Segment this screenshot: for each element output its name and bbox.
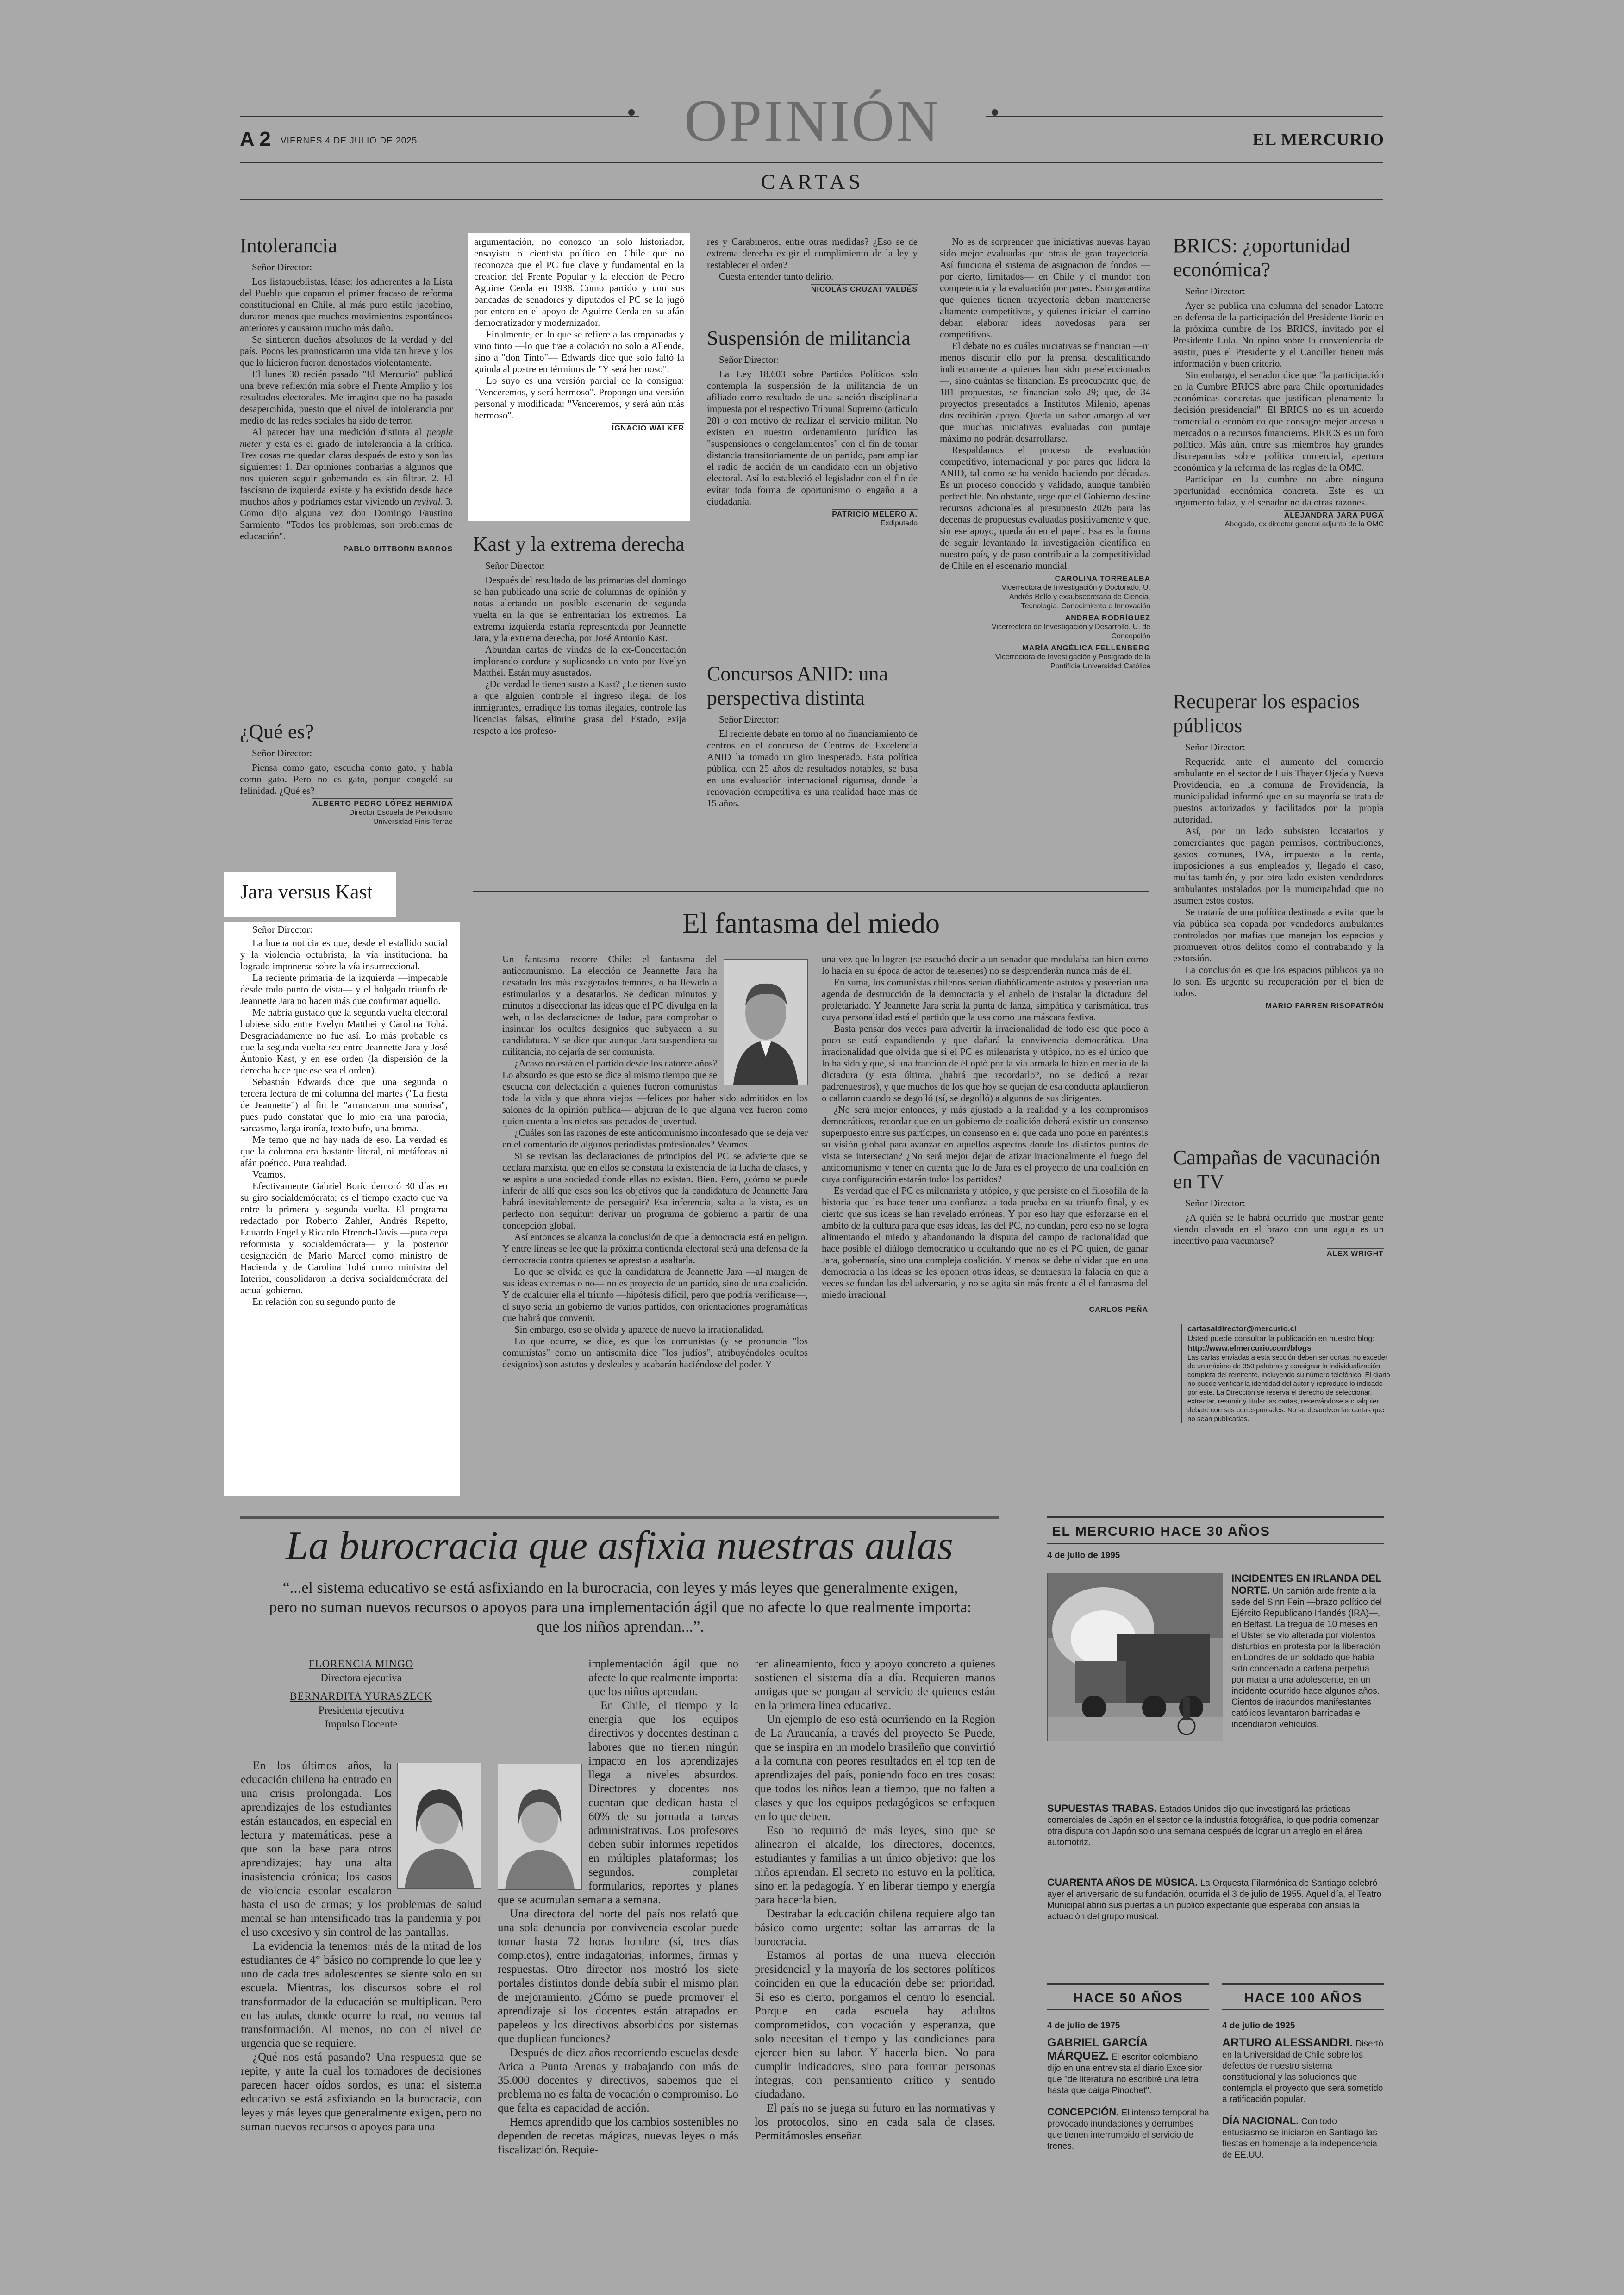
hace30-header: EL MERCURIO HACE 30 AÑOS: [1047, 1516, 1384, 1544]
letter-body: res y Carabineros, entre otras medidas? ¿Eso se de extrema derecha exigir el cumplimiento de la ley y restablecer el orden? Cuesta entender tanto delirio.: [707, 236, 918, 282]
letter-title: Jara versus Kast: [240, 880, 373, 903]
letter-title: ¿Qué es?: [240, 720, 314, 743]
letter-title: Recuperar los espacios públicos: [1173, 690, 1360, 737]
section-title: OPINIÓN: [684, 88, 941, 154]
blog-link[interactable]: http://www.elmercurio.com/blogs: [1187, 1344, 1312, 1353]
editorial-title: La burocracia que asfixia nuestras aulas: [286, 1523, 953, 1568]
letter-salutation: Señor Director:: [719, 354, 780, 365]
editorial-body-col3: ren alineamiento, foco y apoyo concreto a quienes sostienen el sistema día a día. Requieren manos amigas que se pongan al servicio de quienes están en la primera línea educativa. Un ejemplo de eso está ocurriendo en la Región de La Araucanía, a través del proyecto Se Puede, que se inspira en un modelo brasileño que convirtió a la comuna con peores resultados en el top ten de aprendizajes del país, poniendo foco en tres cosas: que todos los niños lean a tiempo, que no falten a clases y que los equipos pedagógicos se enfoquen en lo que deben. Eso no requirió de más leyes, sino que se alinearon el alcalde, los directores, docentes, estudiantes y familias a un único objetivo: que los niños aprendan. El secreto no estuvo en la política, sino en la pedagogía. Y en liberar tiempo y energía para hacerla bien. Destrabar la educación chilena requiere algo tan básico como urgente: soltar las amarras de la burocracia. Estamos al portas de una nueva elección presidencial y la mayoría de los sectores políticos coinciden en que la educación debe ser prioridad. Si eso es cierto, pongamos el centro lo esencial. Porque en cada escuela hay adultos comprometidos, con vocación y esperanza, que solo necesitan el tiempo y las condiciones para ejercer bien su labor. Y hacerla bien. No para cumplir indicadores, sino para formar personas íntegras, con pensamiento crítico y sentido ciudadano. El país no se juega su futuro en las normativas y los protocolos, sino en cada sala de clases. Permitámosles enseñar.: [755, 1658, 995, 2142]
letter-signature: ALEX WRIGHT: [1327, 1248, 1384, 1258]
portrait-illustration: [398, 1763, 481, 1888]
hace100-content: 4 de julio de 1925 ARTURO ALESSANDRI. Disertó en la Universidad de Chile sobre los defectos de nuestro sistema constitucional y las soluciones que contempla el proyecto que será sometido a ratificación popular. DÍA NACIONAL. Con todo entusiasmo se iniciaron en Santiago las fiestas en homenaje a la independencia de EE.UU.: [1222, 2021, 1384, 2161]
letter-salutation: Señor Director:: [1185, 286, 1246, 297]
letter-body: argumentación, no conozco un solo historiador, ensayista o cientista político en Chile que no reconozca que el PC fue clave y fundamental en la creación del Frente Popular y la elección de Pedro Aguirre Cerda en 1938. Como partido y con sus bancadas de senadores y diputados el PC se la jugó por entero en el apoyo de Aguirre Cerda en su afán democratizador y modernizador. Finalmente, en lo que se refiere a las empanadas y vino tinto —lo que trae a colación no solo a Allende, sino a "don Tinto"— Edwards dice que solo faltó la guinda al postre en términos de "Y será hermoso". Lo suyo es una versión parcial de la consigna: "Venceremos, y será hermoso". Propongo una versión personal y modificada: "Venceremos, y será aún más hermoso".: [474, 236, 684, 421]
letter-body: Requerida ante el aumento del comercio ambulante en el sector de Luis Thayer Ojeda y Nueva Providencia, en la comuna de Providencia, la municipalidad informó que en su mayoría se trata de puestos autorizados y facilitados por la propia autoridad. Así, por un lado subsisten locatarios y comerciantes que pagan permisos, contribuciones, gastos comunes, IVA, impuesto a la renta, imposiciones a sus empleados y, llegado el caso, multas también, y por otro lado existen vendedores ambulantes instalados por la municipalidad que no asumen estos costos. Se trataría de una política destinada a evitar que la vía pública sea copada por vendedores ambulantes controlados por mafias que manejan los espacios y promueven otros delitos como el contrabando y la extorsión. La conclusión es que los espacios públicos ya no lo son. Es urgente su recuperación por el bien de todos.: [1173, 756, 1384, 998]
editorial-body-col2: implementación ágil que no afecte lo que realmente importa: que los niños aprendan. En Chile, el tiempo y la energía que los equipos directivos y docentes destinan a labores que no tienen ningún impacto en los aprendizajes llega a niveles absurdos. Directores y docentes nos cuentan que dedican hasta el 60% de su jornada a tareas administrativas. Los profesores deben subir informes repetidos en múltiples plataformas; los segundos, completar formularios, reportes y planes que se acumulan semana a semana. Una directora del norte del país nos relató que una sola denuncia por convivencia escolar puede tomar hasta 72 horas hombre (sí, tres días completos), entre indagatorias, informes, firmas y respuestas. Otro director nos mostró los siete portales distintos donde debía subir el mismo plan de mejoramiento. ¿Cómo se puede promover el aprendizaje si los docentes están atrapados en papeleos y los directivos absorbidos por sistemas que duplican funciones? Después de diez años recorriendo escuelas desde Arica a Punta Arenas y trabajando con más de 35.000 docentes y directivos, sabemos que el problema no es falta de vocación o compromiso. Lo que falta es capacidad de acción. Hemos aprendido que los cambios sostenibles no dependen de recetas mágicas, nuevas leyes o más fiscalización. Requie-: [498, 1658, 738, 2156]
contact-box: cartasaldirector@mercurio.cl Usted puede consultar la publicación en nuestro blog: http://www.elmercurio.com/blogs Las cartas enviadas a esta sección deben ser cortas, no exceder de un máximo de 350 palabras y consignar la individualización completa del remitente, incluyendo su número telefónico. El diario no puede verificar la identidad del autor y reproduce lo indicado por este. La Dirección se reserva el derecho de seleccionar, extractar, resumir y titular las cartas, reservándose a cualquier debate con sus corresponsales. No se devuelven las cartas que no sean publicadas.: [1181, 1324, 1391, 1423]
letter-body: El reciente debate en torno al no financiamiento de centros en el concurso de Centros de Excelencia ANID ha tomado un giro inesperado. Esta política pública, con 25 años de resultados notables, se basa en una evaluación internacional rigurosa, donde la renovación competitiva es una realidad hace más de 15 años.: [707, 728, 918, 809]
letter-signature: ANDREA RODRÍGUEZ: [1065, 613, 1150, 623]
letter-salutation: Señor Director:: [485, 560, 546, 571]
editorial-top-rule: [240, 1516, 999, 1519]
hace100-date: 4 de julio de 1925: [1222, 2021, 1295, 2031]
letter-signature: CAROLINA TORREALBA: [1055, 574, 1150, 583]
subsection-title: CARTAS: [761, 170, 864, 193]
letter-kast-continued: [707, 236, 918, 294]
letter-intolerancia: [240, 234, 453, 554]
letter-signature: NICOLÁS CRUZAT VALDÉS: [811, 284, 918, 294]
ornament-dot-right: [992, 109, 998, 116]
letter-role: Exdiputado: [880, 519, 918, 527]
letter-signature: IGNACIO WALKER: [612, 423, 684, 433]
author-photo-yuraszeck: [498, 1764, 582, 1890]
editorial-authors: [245, 1657, 477, 1731]
letter-title: Intolerancia: [240, 234, 337, 257]
letter-body: Piensa como gato, escucha como gato, y habla como gato. Pero no es gato, porque congeló su felinidad. ¿Qué es?: [240, 762, 453, 796]
letter-body: No es de sorprender que iniciativas nuevas hayan sido mejor evaluadas que otras de gran trayectoria. Así funciona el sistema de asignación de fondos —por cierto, limitados— en Chile y el mundo: con competencia y la evaluación por pares. Esto garantiza que quienes tienen trayectoria deban mantenerse altamente competitivos, y quienes inician el camino deban elaborar ideas novedosas para ser competitivos. El debate no es cuáles iniciativas se financian —ni menos discutir ello por la prensa, descalificando indirectamente a quienes han sido preseleccionados—, sino cuántas se financian. Es preocupante que, de 181 propuestas, se financian solo 29; que, de 34 proyectos presentados a Institutos Milenio, apenas dos recibirán apoyo. Queda un sabor amargo al ver que muchas iniciativas evaluadas con puntaje máximo no podrán desarrollarse. Respaldamos el proceso de evaluación competitivo, internacional y por pares que lidera la ANID, tal como se ha venido haciendo por décadas. Es un proceso conocido y validado, aunque también perfectible. No obstante, urge que el Gobierno destine recursos adicionales al presupuesto 2026 para las decenas de propuestas evaluadas positivamente y que, sin ese apoyo, quedarán en el papel. Esa es la forma de seguir levantando la investigación científica en nuestro país, y de paso contribuir a la competitividad de Chile en el escenario mundial.: [940, 236, 1150, 571]
letter-signature: ALBERTO PEDRO LÓPEZ-HERMIDA: [312, 798, 453, 808]
letter-body: Los listapueblistas, léase: los adherentes a la Lista del Pueblo que coparon el primer fracaso de reforma constitucional en Chile, al más puro estilo jacobino, duraron menos que muchos movimientos espontáneos anteriores y causaron mucho más daño. Se sintieron dueños absolutos de la verdad y del país. Pocos les pronosticaron una vida tan breve y los que lo hicieron fueron denostados violentamente. El lunes 30 recién pasado "El Mercurio" publicó una breve reflexión mía sobre el Frente Amplio y los resultados electorales. Me imagino que no ha pasado desapercibida, puesto que el nivel de intolerancia por medio de las redes sociales ha sido de terror. Al parecer hay una medición distinta al people meter y esta es el grado de intolerancia a la crítica. Tres cosas me quedan claras después de esto y son las siguientes: 1. Dar opiniones contrarias a algunos que nos quieren seguir gobernando es sin filtrar. 2. El fascismo de izquierda existe y ha existido desde hace muchos años y podríamos estar viviendo un revival. 3. Como dijo alguna vez don Domingo Faustino Sarmiento: "Todos los problemas, son problemas de educación".: [240, 276, 453, 542]
letter-suspension: [707, 326, 918, 528]
letter-role: Universidad Finis Terrae: [373, 818, 453, 826]
letter-title: BRICS: ¿oportunidad económica?: [1173, 234, 1350, 281]
masthead-bottom-rule: [240, 199, 1383, 200]
letter-title: Campañas de vacunación en TV: [1173, 1146, 1380, 1193]
ornament-dot-left: [628, 109, 635, 116]
letter-signature: PATRICIO MELERO A.: [832, 509, 918, 519]
portrait-illustration: [498, 1764, 581, 1889]
letter-body: Después del resultado de las primarias del domingo se han publicado una serie de columnas de opinión y notas alertando un posible escenario de segunda vuelta en la que se enfrentarían los extremos. La extrema izquierda estaría representada por Jeannette Jara, y la extrema derecha, por José Antonio Kast. Abundan cartas de vindas de la ex-Concertación implorando cordura y suplicando un voto por Evelyn Matthei. Están muy asustados. ¿De verdad le tienen susto a Kast? ¿Le tienen susto a que alguien controle el ingreso ilegal de los inmigrantes, erradique las tomas ilegales, controle las licencias falsas, elimine grasa del Estado, exija respeto a los profeso-: [473, 574, 686, 736]
archive-photo-belfast: [1047, 1573, 1223, 1741]
letter-role: Director Escuela de Periodismo: [349, 809, 453, 817]
author-name: BERNARDITA YURASZECK: [289, 1690, 433, 1702]
letter-kast: [473, 532, 686, 736]
hace30-date: 4 de julio de 1995: [1047, 1551, 1120, 1560]
letter-salutation: Señor Director:: [719, 714, 780, 725]
burning-truck-illustration: [1048, 1573, 1223, 1741]
letter-salutation: Señor Director:: [252, 924, 313, 935]
letter-anid: [707, 662, 918, 809]
page-number: A 2: [240, 128, 271, 150]
letter-campanas: [1173, 1146, 1384, 1258]
author-photo-mingo: [397, 1763, 481, 1889]
letter-role: Abogada, ex director general adjunto de la OMC: [1224, 520, 1384, 528]
highlight-continuation-box: [468, 233, 690, 521]
author-portrait: [724, 959, 808, 1085]
letter-salutation: Señor Director:: [252, 262, 312, 273]
letter-signature: MARÍA ANGÉLICA FELLENBERG: [1022, 643, 1150, 653]
editorial-body-col1: En los últimos años, la educación chilena ha entrado en una crisis prolongada. Los aprendizajes de los estudiantes están estancados, en especial en lectura y matemáticas, pese a que son la base para otros aprendizajes; hay una alta inasistencia crónica; los casos de violencia escolar escalaron hasta el uso de armas; y los problemas de salud mental se han intensificado tras la pandemia y por el uso excesivo y sin control de las pantallas. La evidencia la tenemos: más de la mitad de los estudiantes de 4° básico no comprende lo que lee y uno de cada tres adolescentes se siente solo en su escuela. Mientras, los discursos sobre el rol transformador de la educación se multiplican. Pero en las aulas, donde ocurre lo real, no vemos tal transformación. Al menos, no con el nivel de urgencia que se requiere. ¿Qué nos está pasando? Una respuesta que se repite, y ante la cual los tomadores de decisiones parecen hacer oídos sordos, es una: el sistema educativo se está asfixiando en la burocracia, con leyes y más leyes que generalmente exigen, pero no suman nuevos recursos o apoyos para una: [241, 1759, 481, 2133]
letter-salutation: Señor Director:: [1185, 1197, 1246, 1209]
letter-body: La Ley 18.603 sobre Partidos Políticos solo contempla la suspensión de la militancia de un afiliado como resultado de una sanción disciplinaria impuesta por el respectivo Tribunal Supremo (artículo 28) o con motivo de realizar el servicio militar. No existen en nuestro ordenamiento jurídico las "suspensiones o congelamientos" con el fin de tomar distancia transitoriamente de un partido, para ampliar el radio de acción de un candidato con un objetivo electoral. Así lo estableció el legislador con el fin de evitar toda forma de oportunismo o engaño a la ciudadanía.: [707, 368, 918, 507]
hace30-item-3: CUARENTA AÑOS DE MÚSICA. La Orquesta Filarmónica de Santiago celebró ayer el aniversario de su fundación, ocurrida el 3 de julio de 1955. Aquel día, el Teatro Municipal abrió sus puertas a un público expectante que esperaba con ansias la actuación del grupo musical.: [1047, 1877, 1382, 1921]
column-title: El fantasma del miedo: [682, 908, 940, 939]
hace50-date: 4 de julio de 1975: [1047, 2021, 1120, 2031]
letter-espacios: [1173, 690, 1384, 1010]
hace50-header: HACE 50 AÑOS: [1047, 1983, 1209, 2010]
letter-signature: PABLO DITTBORN BARROS: [343, 544, 453, 554]
author-role: Impulso Docente: [325, 1718, 398, 1730]
column-body-right: una vez que lo logren (se escuchó decir a un senador que modulaba tan bien como lo hacía en su época de actor de teleseries) no se desprenderán nunca más de él. En suma, los comunistas chilenos serían diabólicamente astutos y poseerían una agenda de destrucción de la democracia y el anhelo de instalar la dictadura del proletariado. Y Jeannette Jara sería la punta de lanza, simpática y carismática, tras cuya personalidad está el partido que la usa como una máscara festiva. Basta pensar dos veces para advertir la irracionalidad de todo eso que poco a poco se está expandiendo y que dañará la convivencia democrática. Una irracionalidad que olvida que si el PC es milenarista y utópico, no es el único que lo ha sido y que, si una fracción de él optó por la vía armada lo hizo en medio de la dictadura (y esta última, ¿habrá que recordarlo?, no se dedicó a rezar padrenuestros), y que muchos de los que hoy se quejan de esa conducta aplaudieron o callaron cuando se degolló (sí, se degolló) a algunos de sus dirigentes. ¿No será mejor entonces, y más ajustado a la realidad y a los compromisos democráticos, recordar que en un gobierno de coalición deberá existir un consenso superpuesto entre sus partícipes, un consenso en el que cada uno pone en paréntesis su visión global para avanzar en aquellos aspectos donde los distintos puntos de vista se intersectan? ¿No será mejor dejar de atizar irracionalmente el fuego del anticomunismo y tener en cuenta que lo de Jara es el proyecto de una coalición en cuya configuración estarán todos los partidos? Es verdad que el PC es milenarista y utópico, y que persiste en el filosofila de la historia que les hace tener una confianza a toda prueba en su triunfo final, y es cierto que sus ideas se han revelado erróneas. Y por eso hay que esforzarse en el ámbito de la cultura para que esas ideas, las del PC, no cundan, pero eso no se logra alimentando el miedo y abandonando la disputa del campo de racionalidad que hace posible el diálogo democrático u ocultando que no es el PC quien, de ganar Jara, gobernaría, sino una compleja coalición. Y menos se debe olvidar que en una democracia a las ideas se les oponen otras ideas, se demuestra la falacia en que a veces se fundan las del adversario, y no se agita sin más frente a él el fantasma del miedo irracional. CARLOS PEÑA: [822, 954, 1148, 1316]
letter-signature: MARIO FARREN RISOPATRÓN: [1266, 1001, 1384, 1010]
letter-title: Concursos ANID: una perspectiva distinta: [707, 662, 888, 709]
letter-title: Kast y la extrema derecha: [473, 533, 685, 555]
letter-body: La buena noticia es que, desde el estallido social y la violencia octubrista, la vía institucional ha logrado imponerse sobre la vía insurreccional. La reciente primaria de la izquierda —impecable desde todo punto de vista— y el holgado triunfo de Jeannette Jara no hacen más que confirmar aquello. Me habría gustado que la segunda vuelta electoral hubiese sido entre Evelyn Matthei y Carolina Tohá. Desgraciadamente no fue así. Lo más probable es que la segunda vuelta sea entre Jeannette Jara y José Antonio Kast, y en ese orden (la dispersión de la derecha hace que ese sea el orden). Sebastián Edwards dice que una segunda o tercera lectura de mi columna del martes ("La fiesta de Jeannette") al fin le "arrancaron una sonrisa", pues pudo constatar que lo mío era una parodia, sarcasmo, larga ironía, texto bufo, una broma. Me temo que no hay nada de eso. La verdad es que la columna era bastante literal, ni metáforas ni afán poético. Pura realidad. Veamos. Efectivamente Gabriel Boric demoró 30 días en su giro socialdemócrata; es el tiempo exacto que va entre la primera y segunda vuelta. El programa redactado por Roberto Zahler, Andrés Repetto, Eduardo Engel y Ricardo Ffrench-Davis —pura cepa reformista y socialdemócrata— y la posterior designación de Mario Marcel como ministro de Hacienda y de Carolina Tohá como ministra del Interior, consolidaron la deriva socialdemócrata del actual gobierno. En relación con su segundo punto de: [240, 937, 448, 1307]
column-author: CARLOS PEÑA: [1089, 1303, 1148, 1316]
letter-brics: [1173, 234, 1384, 529]
issue-date: VIERNES 4 DE JULIO DE 2025: [281, 136, 418, 146]
letter-anid-continued: No es de sorprender que iniciativas nuevas hayan sido mejor evaluadas que otras de gran trayectoria. Así funciona el sistema de asignación de fondos —por cierto, limitados— en Chile y el mundo: con competencia y la evaluación por pares. Esto garantiza que quienes tienen trayectoria deban mantenerse altamente competitivos, y quienes inician el camino deban elaborar ideas novedosas para ser competitivos. El debate no es cuáles iniciativas se financian —ni menos discutir ello por la prensa, descalificando indirectamente a quienes han sido preseleccionados—, sino cuántas se financian. Es preocupante que, de 181 propuestas, se financian solo 29; que, de 34 proyectos presentados a Institutos Milenio, apenas dos recibirán apoyo. Queda un sabor amargo al ver que muchas iniciativas evaluadas con puntaje máximo no podrán desarrollarse. Respaldamos el proceso de evaluación competitivo, internacional y por pares que lidera la ANID, tal como se ha venido haciendo por décadas. Es un proceso conocido y validado, aunque también perfectible. No obstante, urge que el Gobierno destine recursos adicionales al presupuesto 2026 para las decenas de propuestas evaluadas positivamente y que, sin ese apoyo, quedarán en el papel. Esa es la forma de seguir levantando la investigación científica en nuestro país, y de paso contribuir a la competitividad de Chile en el escenario mundial. CAROLINA TORREALBA Vicerrectora de Investigación y Doctorado, U. Andrés Bello y exsubsecretaria de Ciencia, Tecnología, Conocimiento e Innovación ANDREA RODRÍGUEZ Vicerrectora de Investigación y Desarrollo, U. de Concepción MARÍA ANGÉLICA FELLENBERG Vicerrectora de Investigación y Postgrado de la Pontificia Universidad Católica: [940, 236, 1150, 670]
author-name: FLORENCIA MINGO: [308, 1658, 414, 1670]
letter-signature: ALEJANDRA JARA PUGA: [1284, 510, 1384, 520]
letter-salutation: Señor Director:: [1185, 742, 1246, 753]
hace100-header: HACE 100 AÑOS: [1222, 1983, 1384, 2010]
letter-que-es: [240, 720, 453, 827]
letter-body: ¿A quién se le habrá ocurrido que mostrar gente siendo clavada en el brazo con una aguja es un incentivo para vacunarse?: [1173, 1212, 1384, 1246]
letter-body: Ayer se publica una columna del senador Latorre en defensa de la participación del Presidente Boric en la próxima cumbre de los BRICS, invitado por el Presidente Lula. No opino sobre la conveniencia de asistir, pues el Presidente y el Canciller tienen más información y buen criterio. Sin embargo, el senador dice que "la participación en la Cumbre BRICS abre para Chile oportunidades económicas concretas que justifican plenamente la decisión presidencial". El BRICS no es un acuerdo comercial o económico que consagre mejor acceso a mercados o a recursos financieros. BRICS es un foro político. Más aún, entre sus miembros hay grandes discrepancias sobre política comercial, apertura económica y la reforma de las reglas de la OMC. Participar en la cumbre no abre ninguna oportunidad económica concreta. Este es un argumento falaz, y el senador no da otras razones.: [1173, 300, 1384, 508]
column-top-rule: [473, 891, 1149, 892]
masthead-mid-rule: [240, 162, 1383, 163]
hace30-item-2: SUPUESTAS TRABAS. Estados Unidos dijo que investigará las prácticas comerciales de Japón en el sector de la industria fotográfica, lo que podría comenzar otra disputa con Japón solo una semana después de lograr un arreglo en el área automotriz.: [1047, 1802, 1379, 1847]
highlight-title-box: [224, 872, 396, 917]
portrait-illustration: [724, 960, 807, 1085]
highlight-body-box: [224, 922, 460, 1496]
hace50-content: 4 de julio de 1975 GABRIEL GARCÍA MÁRQUEZ. El escritor colombiano dijo en una entrevista al diario Excelsior que "de literatura no escribiré una letra hasta que caiga Pinochet". CONCEPCIÓN. El intenso temporal ha provocado inundaciones y derrumbes que tienen interrumpido el servicio de trenes.: [1047, 2021, 1209, 2151]
editorial-deck: “...el sistema educativo se está asfixiando en la burocracia, con leyes y más leyes que generalmente exigen, pero no suman nuevos recursos o apoyos para una implementación ágil que no afecte lo que realmente importa: que los niños aprendan...”.: [269, 1579, 972, 1635]
column-body-left: Un fantasma recorre Chile: el fantasma del anticomunismo. La elección de Jeannette Jara ha desatado los más exagerados temores, o ha llevado a estimularlos y a desatarlos. Se dedican minutos y minutos a diseccionar las ideas que el PC divulga en la web, o las declaraciones de Jadue, para comprobar o insinuar los ocultos designios que subyacen a su candidatura. Y se dice que aunque Jara suspendiera su militancia, no dejaría de ser comunista. ¿Acaso no está en el partido desde los catorce años? Lo absurdo es que esto se dice al mismo tiempo que se escucha con delectación a quienes fueron comunistas toda la vida y que ahora viejos —felices por haber sido admitidos en los salones de la opinión pública— abjuran de lo que alguna vez fueron como quien cuenta a los nietos sus pecados de juventud. ¿Cuáles son las razones de este anticomunismo inconfesado que se deja ver en el comentario de algunos periodistas profesionales? Veamos. Si se revisan las declaraciones de principios del PC se advierte que se declara marxista, que en ellos se constata la existencia de la lucha de clases, y se aspira a una sociedad donde ellas no existan. Bien. Pero, ¿cómo se puede inferir de allí que esos son los objetivos que la candidatura de Jeannette Jara habrá inevitablemente de perseguir? Esa inferencia, salta a la vista, es un perfecto non sequitur: derivar un programa de gobierno a partir de una concepción global. Así entonces se alcanza la conclusión de que la democracia está en peligro. Y entre líneas se lee que la próxima contienda electoral será una defensa de la democracia contra quienes se aprestan a asaltarla. Lo que se olvida es que la candidatura de Jeannette Jara —al margen de sus ideas extremas o no— no es proyecto de un partido, sino de una coalición. Y de cualquier ella el triunfo —hipótesis difícil, pero que podría verificarse—, el suyo sería un gobierno de varios partidos, con orientaciones programáticas que habrá que convenir. Sin embargo, eso se olvida y aparece de nuevo la irracionalidad. Lo que ocurre, se dice, es que los comunistas (y se pronuncia "los comunistas" como un antisemita dice "los judíos", atribuyéndoles ocultos designios) son astutos y desleales y acabarán haciéndose del poder. Y: [502, 954, 808, 1370]
author-role: Directora ejecutiva: [320, 1672, 402, 1684]
hace30-item-1: INCIDENTES EN IRLANDA DEL NORTE. Un camión arde frente a la sede del Sinn Fein —brazo político del Ejército Republicano Irlandés (IRA)—, en Belfast. La tregua de 10 meses en el Ulster se vio alterada por violentos disturbios en protesta por la liberación en Londres de un soldado que había sido condenado a cadena perpetua por matar a una adolescente, en un incidente ocurrido hace algunos años. Cientos de iracundos manifestantes católicos levantaron barricadas e incendiaron vehículos.: [1231, 1572, 1382, 1729]
author-role: Presidenta ejecutiva: [318, 1704, 404, 1716]
brand-logo: EL MERCURIO: [1252, 130, 1384, 150]
contact-email[interactable]: cartasaldirector@mercurio.cl: [1187, 1324, 1297, 1333]
letter-salutation: Señor Director:: [252, 748, 312, 759]
letter-title: Suspensión de militancia: [707, 327, 911, 349]
